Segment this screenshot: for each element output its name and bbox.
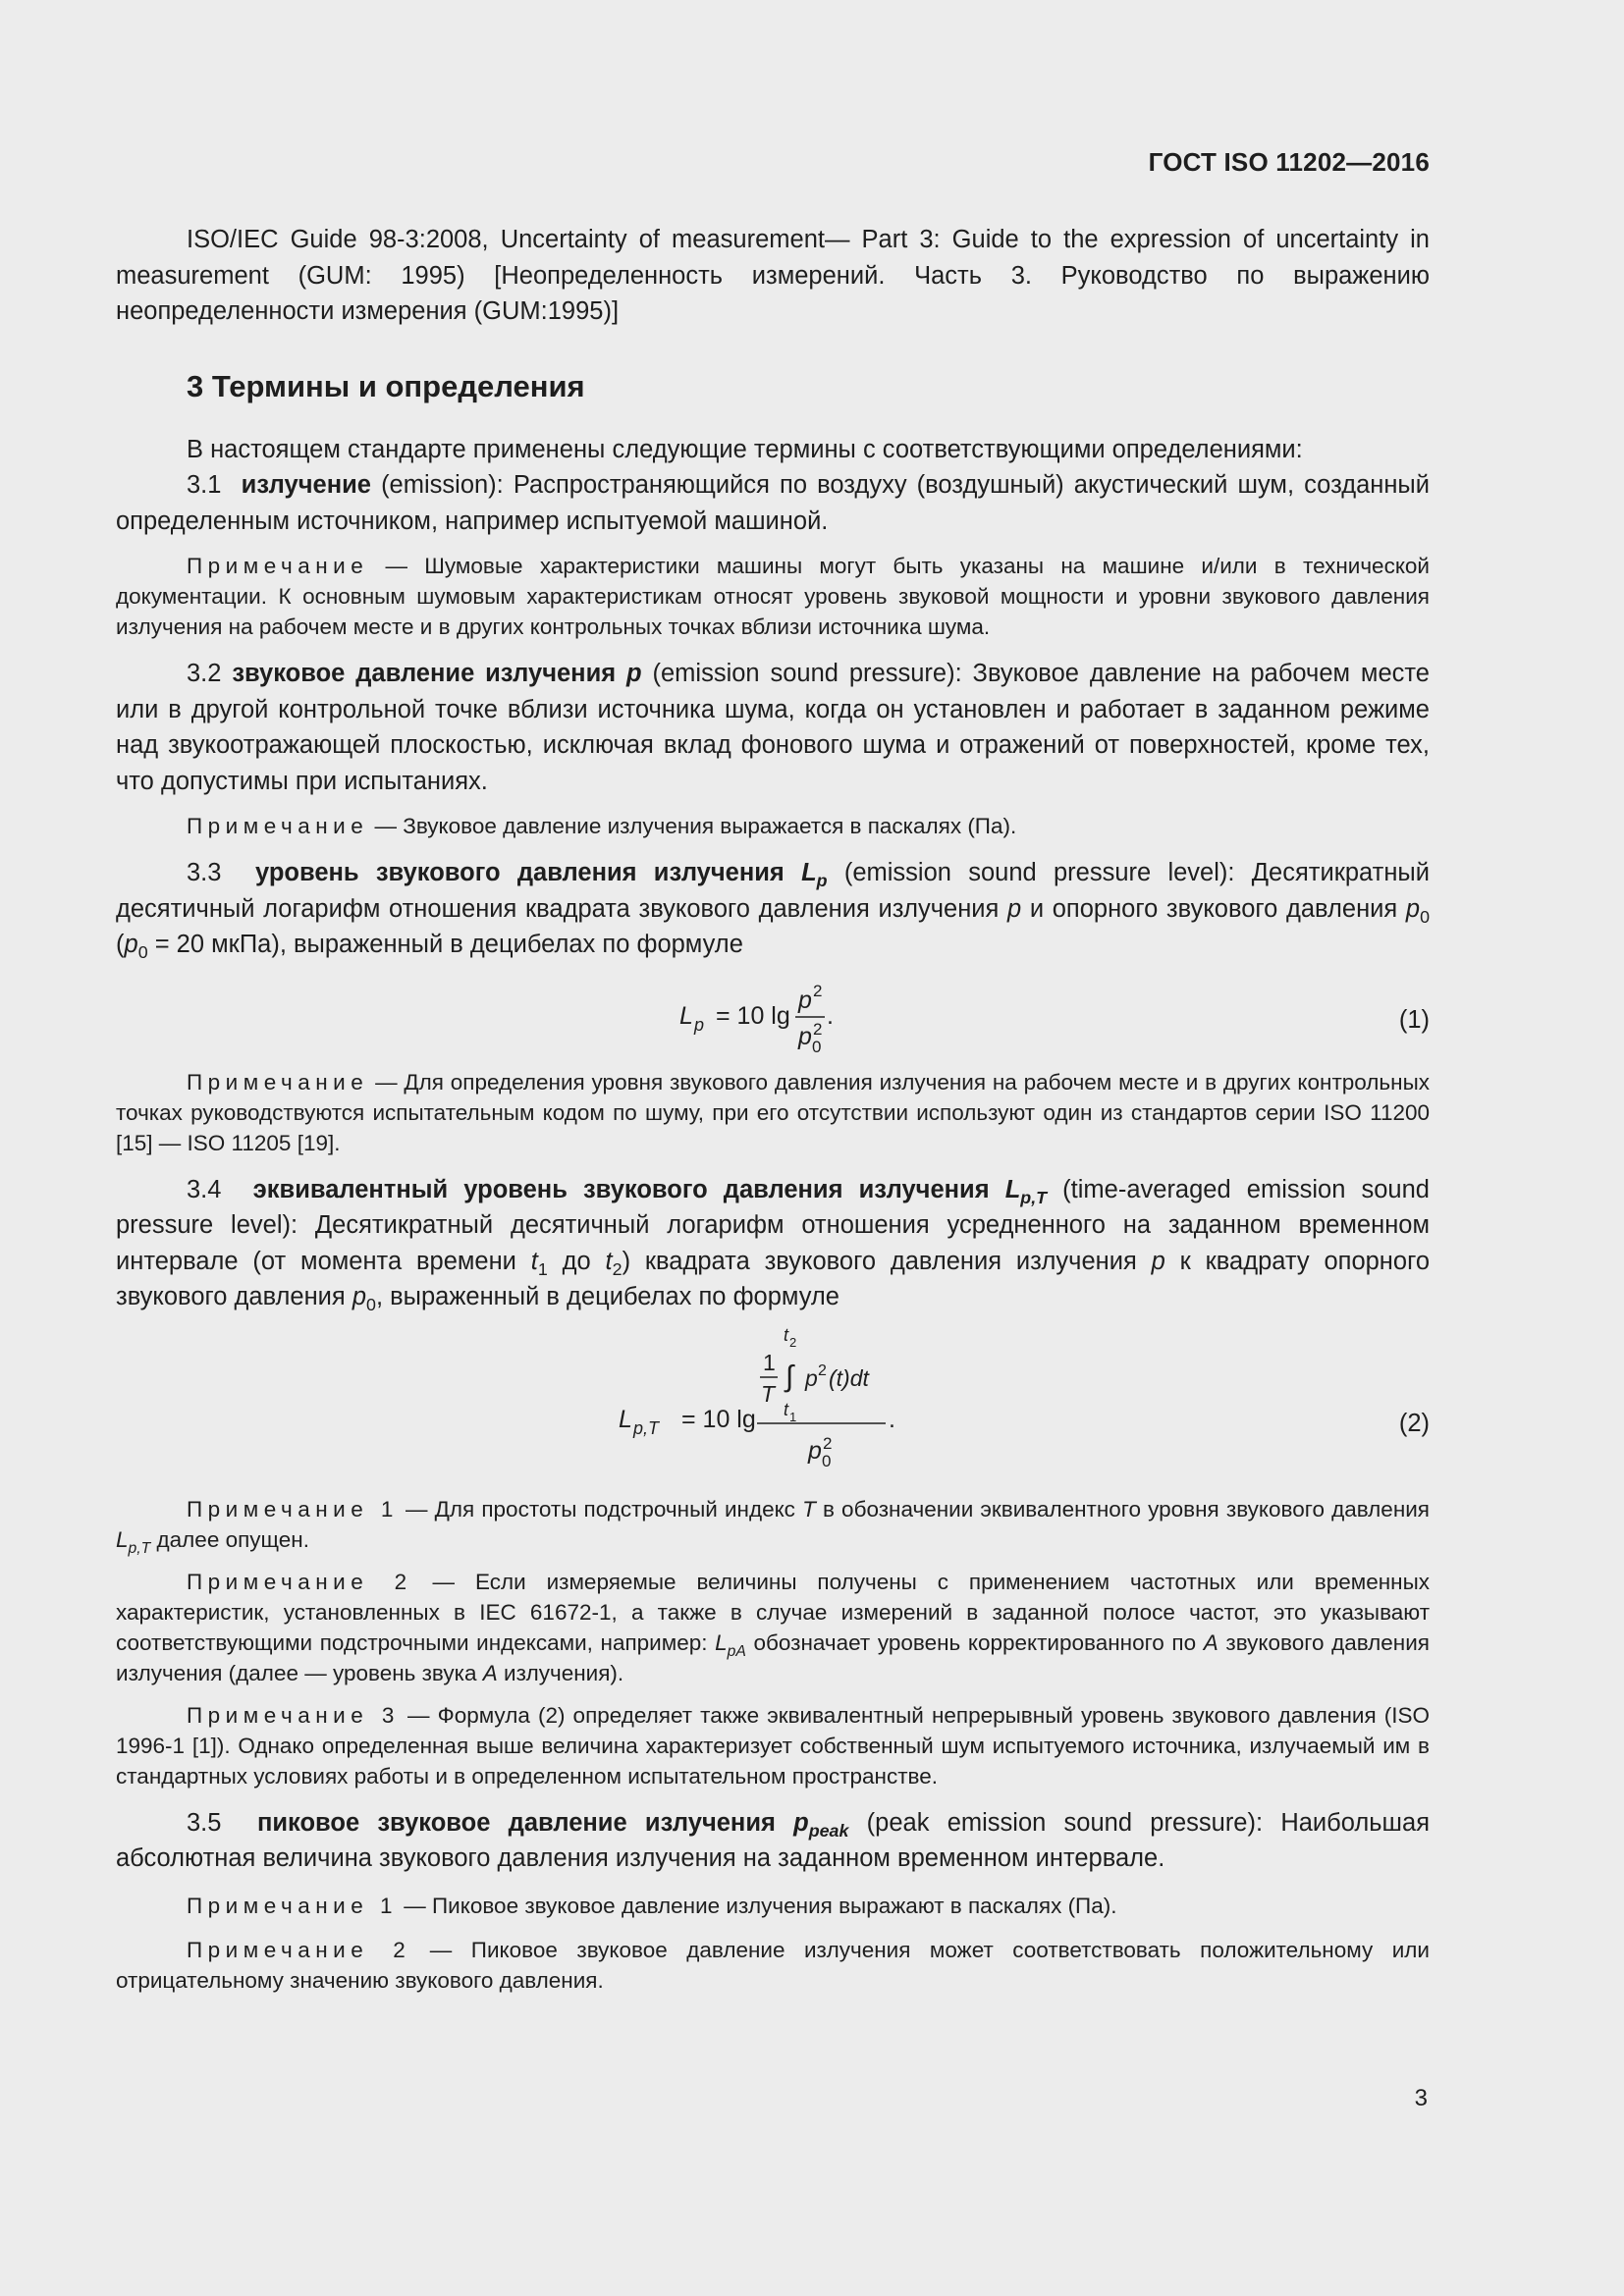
svg-text:t: t <box>784 1399 789 1419</box>
svg-text:p,T: p,T <box>633 1417 660 1438</box>
note-3-1 <box>116 551 1430 642</box>
note-prefix: Примечание <box>187 1069 369 1095</box>
svg-text:.: . <box>889 1405 895 1433</box>
standard-header: ГОСТ ISO 11202—2016 <box>1148 147 1430 177</box>
page-content <box>116 222 1430 1996</box>
svg-text:= 10 lg: = 10 lg <box>681 1405 756 1433</box>
term-number: 3.5 <box>187 1808 222 1837</box>
note-text: — Пиковое звуковое давление излучения выражают в паскалях (Па). <box>398 1893 1117 1918</box>
term-3-4: 3.4 эквивалентный уровень звукового давления излучения $L_{p,T}$ (time-averaged emission sound pressure level): Десятикратный десятичный логарифм отношения усредненного на заданном временном интервале (от момента времени $t_1$ до $t_2$) квадрата звукового давления излучения p к квадрату опорного звукового давления $p_0$, выраженный в децибелах по формуле <box>116 1175 1430 1314</box>
term-number: 3.3 <box>187 859 222 886</box>
term-definition: (peak emission sound pressure): Наибольшая абсолютная величина звукового давления излучения на заданном временном интервале. <box>116 1808 1430 1872</box>
svg-text:2: 2 <box>789 1334 797 1350</box>
note-prefix: Примечание <box>187 814 369 838</box>
formula-2-graphic <box>116 1321 1430 1476</box>
svg-text:t: t <box>784 1324 789 1345</box>
svg-text:(t)dt: (t)dt <box>829 1364 869 1391</box>
term-symbol: L <box>801 859 817 886</box>
svg-text:∫: ∫ <box>785 1360 794 1393</box>
note-3-2 <box>116 811 1430 841</box>
formula-1 <box>116 971 1430 1057</box>
equation-number-1: (1) <box>1398 1005 1430 1034</box>
svg-text:p: p <box>808 1436 822 1465</box>
page-number: 3 <box>1414 2085 1428 2111</box>
svg-text:2: 2 <box>813 1019 823 1039</box>
svg-text:2: 2 <box>818 1362 827 1379</box>
term-3-5: 3.5 пиковое звуковое давление излучения $p_{peak}$ (peak emission sound pressure): Наибольшая абсолютная величина звукового давления излучения на заданном временном интервале. <box>116 1808 1430 1872</box>
term-number: 3.1 <box>187 471 222 499</box>
svg-text:= 10 lg: = 10 lg <box>716 1001 790 1030</box>
svg-text:L: L <box>679 1001 693 1030</box>
note-text: — Звуковое давление излучения выражается в паскалях (Па). <box>368 814 1017 838</box>
note-3-5-1 <box>116 1891 1430 1921</box>
svg-text:.: . <box>827 1001 834 1030</box>
note-prefix: Примечание 2 <box>187 1569 412 1594</box>
term-name: звуковое давление излучения <box>232 660 617 687</box>
svg-text:T: T <box>761 1380 776 1407</box>
note-prefix: Примечание 2 <box>187 1937 411 1962</box>
term-name: пиковое звуковое давление излучения <box>256 1808 776 1837</box>
note-text: — Для определения уровня звукового давления излучения на рабочем месте и в других контрольных точках руководствуются испытательным кодом по шуму, при его отсутствии используют один из стандартов серии ISO 11200 [15] — ISO 11205 [19]. <box>116 1069 1430 1155</box>
note-prefix: Примечание <box>187 554 369 578</box>
note-text: — Пиковое звуковое давление излучения может соответствовать положительному или отрицательному значению звукового давления. <box>116 1937 1430 1993</box>
note-3-3 <box>116 1067 1430 1158</box>
term-definition: (emission sound pressure): Звуковое давление на рабочем месте или в другой контрольной точке вблизи источника шума, когда он установлен и работает в заданном режиме над звукоотражающей плоскостью, исключая вклад фонового шума и отражений от поверхностей, кроме тех, что допустимы при испытаниях. <box>116 660 1430 795</box>
note-3-4-2: Примечание 2 — Если измеряемые величины получены с применением частотных или временных характеристик, установленных в IEC 61672-1, а также в случае измерений в заданной полосе частот, это указывают соответствующими подстрочными индексами, например: $L_{pA}$ обозначает уровень корректированного по A звукового давления излучения (далее — уровень звука A излучения). <box>116 1569 1430 1685</box>
note-3-4-1: Примечание 1 — Для простоты подстрочный индекс T в обозначении эквивалентного уровня звукового давления $L_{p,T}$ далее опущен. <box>116 1496 1430 1557</box>
term-number: 3.2 <box>187 660 222 687</box>
section-intro: В настоящем стандарте применены следующие термины с соответствующими определениями: <box>187 435 1303 463</box>
term-3-2 <box>116 656 1430 799</box>
svg-text:2: 2 <box>813 981 823 1000</box>
svg-text:p: p <box>798 1022 812 1050</box>
note-text: — Шумовые характеристики машины могут быть указаны на машине и/или в технической документации. К основным шумовым характеристикам относят уровень звуковой мощности и уровни звукового давления излучения на рабочем месте и в других контрольных точках вблизи источника шума. <box>116 554 1430 639</box>
note-prefix: Примечание 1 <box>187 1496 399 1522</box>
term-name: уровень звукового давления излучения <box>255 859 785 886</box>
svg-text:0: 0 <box>812 1037 822 1056</box>
term-3-3: 3.3 уровень звукового давления излучения $L_p$ (emission sound pressure level): Десятикратный десятичный логарифм отношения квадрата звукового давления излучения p и опорного звукового давления $p_0$ ($p_0 = 20$ мкПа), выраженный в децибелах по формуле <box>116 859 1430 962</box>
svg-text:p: p <box>805 1364 818 1391</box>
svg-text:2: 2 <box>823 1433 833 1453</box>
term-symbol: p <box>793 1808 809 1837</box>
term-symbol: L <box>1004 1175 1021 1203</box>
note-prefix: Примечание 1 <box>187 1893 398 1918</box>
svg-text:L: L <box>619 1405 632 1433</box>
term-symbol: p <box>626 660 642 687</box>
svg-text:1: 1 <box>789 1409 797 1424</box>
section-title: 3 Термины и определения <box>187 368 585 403</box>
svg-text:0: 0 <box>822 1451 832 1470</box>
equation-number-2: (2) <box>1398 1409 1430 1437</box>
formula-1-graphic <box>116 971 1430 1057</box>
term-name: излучение <box>241 471 371 499</box>
note-prefix: Примечание 3 <box>187 1702 400 1728</box>
reference-entry: ISO/IEC Guide 98-3:2008, Uncertainty of measurement— Part 3: Guide to the expression of uncertainty in measurement (GUM: 1995) [Неопределенность измерений. Часть 3. Руководство по выражению неопределенности измерения (GUM:1995)] <box>116 226 1430 325</box>
note-3-4-3 <box>116 1700 1430 1791</box>
term-number: 3.4 <box>187 1175 222 1203</box>
term-name: эквивалентный уровень звукового давления излучения <box>252 1175 990 1203</box>
formula-2 <box>116 1321 1430 1476</box>
note-3-5-2 <box>116 1935 1430 1996</box>
term-3-1 <box>116 467 1430 539</box>
svg-text:1: 1 <box>763 1349 776 1375</box>
svg-text:p: p <box>694 1014 705 1035</box>
term-definition: (emission): Распространяющийся по воздуху (воздушный) акустический шум, созданный определенным источником, например испытуемой машиной. <box>116 471 1430 535</box>
svg-text:p: p <box>798 986 812 1014</box>
note-text: — Формула (2) определяет также эквивалентный непрерывный уровень звукового давления (ISO 1996-1 [1]). Однако определенная выше величина характеризует собственный шум испытуемого источника, излучаемый им в стандартных условиях работы и в определенном испытательном пространстве. <box>116 1702 1430 1789</box>
